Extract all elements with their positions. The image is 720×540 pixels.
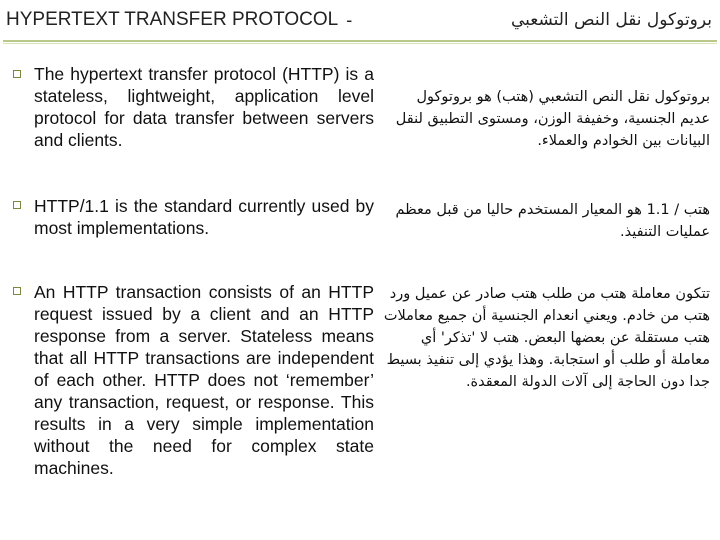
bullet-3-arabic: تتكون معاملة هتب من طلب هتب صادر عن عميل ورد هتب من خادم. ويعني انعدام الجنسية أن جميع معاملات هتب مستقلة عن بعضها البعض. هتب لا 'تذكر' أي معاملة أو طلب أو استجابة. وهذا يؤدي إلى تنفيذ بسيط جدا دون الحاجة إلى آلات الدولة المعقدة. (383, 286, 710, 390)
bullet-square-icon (13, 201, 21, 209)
title-divider (3, 40, 717, 42)
bullet-1-arabic: بروتوكول نقل النص التشعبي (هتب) هو بروتوكول عديم الجنسية، وخفيفة الوزن، ومستوى التطبيق لنقل البيانات بين الخوادم والعملاء. (395, 89, 710, 149)
slide-title (0, 4, 720, 36)
bullet-square-icon (13, 287, 21, 295)
bullet-3-english: An HTTP transaction consists of an HTTP request issued by a client and an HTTP response from a server. Stateless means that all HTTP transactions are independent of each other. HTTP does not ‘remember’ any transaction, request, or response. This results in a very simple implementation without the need for complex state machines. (34, 282, 374, 478)
title-arabic: بروتوكول نقل النص التشعبي (510, 10, 712, 30)
title-divider-secondary (3, 43, 717, 44)
bullet-2-english: HTTP/1.1 is the standard currently used by most implementations. (34, 196, 374, 238)
bullet-2-arabic: هتب / 1.1 هو المعيار المستخدم حاليا من قبل معظم عمليات التنفيذ. (395, 202, 710, 240)
bullet-1-english: The hypertext transfer protocol (HTTP) is a stateless, lightweight, application level protocol for data transfer between servers and clients. (34, 64, 374, 150)
title-separator: - (346, 9, 353, 30)
title-left-group (6, 9, 360, 31)
title-english: HYPERTEXT TRANSFER PROTOCOL (6, 9, 339, 30)
bullet-square-icon (13, 70, 21, 78)
